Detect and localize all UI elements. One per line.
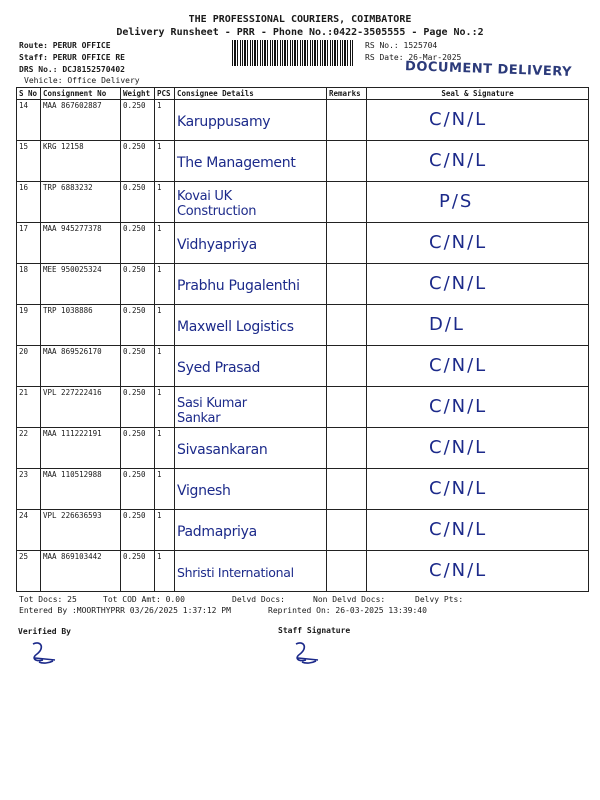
row-remarks	[327, 469, 367, 510]
row-consignment: KRG 12158	[41, 141, 121, 182]
runsheet-table	[16, 87, 589, 592]
row-weight: 0.250	[121, 346, 155, 387]
row-sno: 18	[17, 264, 41, 305]
table-row	[17, 551, 589, 592]
row-sno: 22	[17, 428, 41, 469]
row-weight: 0.250	[121, 551, 155, 592]
total-docs: Tot Docs: 25	[19, 595, 77, 604]
consignee-handwriting: Sasi Kumar Sankar	[177, 396, 247, 426]
row-signature	[367, 510, 589, 551]
row-weight: 0.250	[121, 469, 155, 510]
row-weight: 0.250	[121, 141, 155, 182]
row-remarks	[327, 428, 367, 469]
row-pcs: 1	[155, 510, 175, 551]
row-weight: 0.250	[121, 100, 155, 141]
signature-handwriting: C/N/L	[429, 150, 488, 171]
row-weight: 0.250	[121, 428, 155, 469]
delivered-docs: Delvd Docs:	[232, 595, 285, 604]
row-signature	[367, 387, 589, 428]
row-pcs: 1	[155, 387, 175, 428]
row-remarks	[327, 551, 367, 592]
col-consignment: Consignment No	[41, 88, 121, 100]
row-sno: 14	[17, 100, 41, 141]
total-cod: Tot COD Amt: 0.00	[103, 595, 185, 604]
staff-signature-label: Staff Signature	[278, 626, 351, 635]
row-consignment: MAA 110512988	[41, 469, 121, 510]
company-title: THE PROFESSIONAL COURIERS, COIMBATORE	[188, 14, 412, 25]
row-consignee	[175, 387, 327, 428]
row-consignee	[175, 264, 327, 305]
signature-handwriting: C/N/L	[429, 519, 488, 540]
col-pcs: PCS	[155, 88, 175, 100]
row-remarks	[327, 387, 367, 428]
row-remarks	[327, 223, 367, 264]
table-row	[17, 387, 589, 428]
signature-handwriting: P/S	[439, 191, 474, 212]
row-signature	[367, 223, 589, 264]
row-consignment: MEE 950025324	[41, 264, 121, 305]
reprinted-on: Reprinted On: 26-03-2025 13:39:40	[268, 606, 427, 615]
row-pcs: 1	[155, 346, 175, 387]
row-weight: 0.250	[121, 264, 155, 305]
row-consignee	[175, 469, 327, 510]
row-pcs: 1	[155, 264, 175, 305]
table-row	[17, 346, 589, 387]
row-signature	[367, 428, 589, 469]
table-row	[17, 100, 589, 141]
row-sno: 19	[17, 305, 41, 346]
row-consignment: MAA 111222191	[41, 428, 121, 469]
row-weight: 0.250	[121, 387, 155, 428]
table-row	[17, 182, 589, 223]
row-sno: 25	[17, 551, 41, 592]
verified-by-label: Verified By	[18, 627, 71, 636]
row-weight: 0.250	[121, 510, 155, 551]
table-header-row	[17, 88, 589, 100]
non-delivered-docs: Non Delvd Docs:	[313, 595, 386, 604]
row-consignee	[175, 182, 327, 223]
drs-number: DRS No.: DCJ8152570402	[19, 65, 125, 74]
row-pcs: 1	[155, 305, 175, 346]
row-consignee	[175, 100, 327, 141]
row-signature	[367, 305, 589, 346]
row-signature	[367, 100, 589, 141]
consignee-handwriting: Karuppusamy	[177, 114, 271, 130]
staff-signature-icon	[286, 638, 326, 668]
row-signature	[367, 469, 589, 510]
consignee-handwriting: Vignesh	[177, 483, 231, 499]
consignee-handwriting: Padmapriya	[177, 524, 257, 540]
signature-handwriting: D/L	[429, 314, 465, 335]
row-consignment: MAA 869526170	[41, 346, 121, 387]
row-sno: 23	[17, 469, 41, 510]
row-remarks	[327, 182, 367, 223]
runsheet-subtitle: Delivery Runsheet - PRR - Phone No.:0422-3505555 - Page No.:2	[116, 27, 484, 38]
table-row	[17, 305, 589, 346]
table-row	[17, 510, 589, 551]
row-consignee	[175, 346, 327, 387]
row-consignee	[175, 305, 327, 346]
row-signature	[367, 551, 589, 592]
col-remarks: Remarks	[327, 88, 367, 100]
row-pcs: 1	[155, 141, 175, 182]
barcode	[232, 40, 354, 66]
vehicle-label: Vehicle: Office Delivery	[24, 76, 140, 85]
entered-by: Entered By :MOORTHYPRR 03/26/2025 1:37:12 PM	[19, 606, 231, 615]
consignee-handwriting: Sivasankaran	[177, 442, 268, 458]
consignee-handwriting: The Management	[177, 155, 296, 171]
row-signature	[367, 182, 589, 223]
row-signature	[367, 346, 589, 387]
row-pcs: 1	[155, 223, 175, 264]
row-consignment: MAA 869103442	[41, 551, 121, 592]
row-weight: 0.250	[121, 223, 155, 264]
row-consignee	[175, 510, 327, 551]
signature-handwriting: C/N/L	[429, 273, 488, 294]
col-consignee: Consignee Details	[175, 88, 327, 100]
row-pcs: 1	[155, 182, 175, 223]
consignee-handwriting: Vidhyapriya	[177, 237, 257, 253]
row-sno: 15	[17, 141, 41, 182]
row-consignee	[175, 551, 327, 592]
rs-number: RS No.: 1525704	[365, 41, 438, 50]
col-seal-signature: Seal & Signature	[367, 88, 589, 100]
row-consignment: TRP 6883232	[41, 182, 121, 223]
row-remarks	[327, 100, 367, 141]
signature-handwriting: C/N/L	[429, 437, 488, 458]
signature-handwriting: C/N/L	[429, 396, 488, 417]
row-consignment: TRP 1038886	[41, 305, 121, 346]
row-pcs: 1	[155, 100, 175, 141]
row-consignment: VPL 227222416	[41, 387, 121, 428]
consignee-handwriting: Syed Prasad	[177, 360, 261, 376]
row-sno: 20	[17, 346, 41, 387]
verifier-signature-icon	[25, 638, 65, 668]
consignee-handwriting: Maxwell Logistics	[177, 319, 294, 335]
col-sno: S No	[17, 88, 41, 100]
row-pcs: 1	[155, 469, 175, 510]
signature-handwriting: C/N/L	[429, 355, 488, 376]
signature-handwriting: C/N/L	[429, 560, 488, 581]
consignee-handwriting: Prabhu Pugalenthi	[177, 278, 300, 294]
consignee-handwriting: Kovai UK Construction	[177, 189, 257, 219]
row-sno: 21	[17, 387, 41, 428]
row-signature	[367, 141, 589, 182]
row-weight: 0.250	[121, 305, 155, 346]
table-row	[17, 428, 589, 469]
row-pcs: 1	[155, 428, 175, 469]
row-consignee	[175, 428, 327, 469]
row-sno: 16	[17, 182, 41, 223]
row-consignee	[175, 141, 327, 182]
rs-date: RS Date: 26-Mar-2025	[365, 53, 462, 62]
table-row	[17, 469, 589, 510]
row-sno: 24	[17, 510, 41, 551]
signature-handwriting: C/N/L	[429, 109, 488, 130]
row-remarks	[327, 510, 367, 551]
row-signature	[367, 264, 589, 305]
row-remarks	[327, 264, 367, 305]
signature-handwriting: C/N/L	[429, 478, 488, 499]
consignee-handwriting: Shristi International	[177, 565, 294, 580]
row-remarks	[327, 141, 367, 182]
row-consignment: MAA 945277378	[41, 223, 121, 264]
delivery-points: Delvy Pts:	[415, 595, 464, 604]
row-pcs: 1	[155, 551, 175, 592]
row-consignment: VPL 226636593	[41, 510, 121, 551]
row-remarks	[327, 346, 367, 387]
table-row	[17, 264, 589, 305]
table-row	[17, 223, 589, 264]
col-weight: Weight	[121, 88, 155, 100]
route-label: Route: PERUR OFFICE	[19, 41, 111, 50]
row-consignee	[175, 223, 327, 264]
row-weight: 0.250	[121, 182, 155, 223]
table-row	[17, 141, 589, 182]
document-delivery-stamp: DOCUMENT DELIVERY	[404, 59, 573, 80]
row-consignment: MAA 867602887	[41, 100, 121, 141]
row-sno: 17	[17, 223, 41, 264]
signature-handwriting: C/N/L	[429, 232, 488, 253]
staff-label: Staff: PERUR OFFICE RE	[19, 53, 125, 62]
row-remarks	[327, 305, 367, 346]
